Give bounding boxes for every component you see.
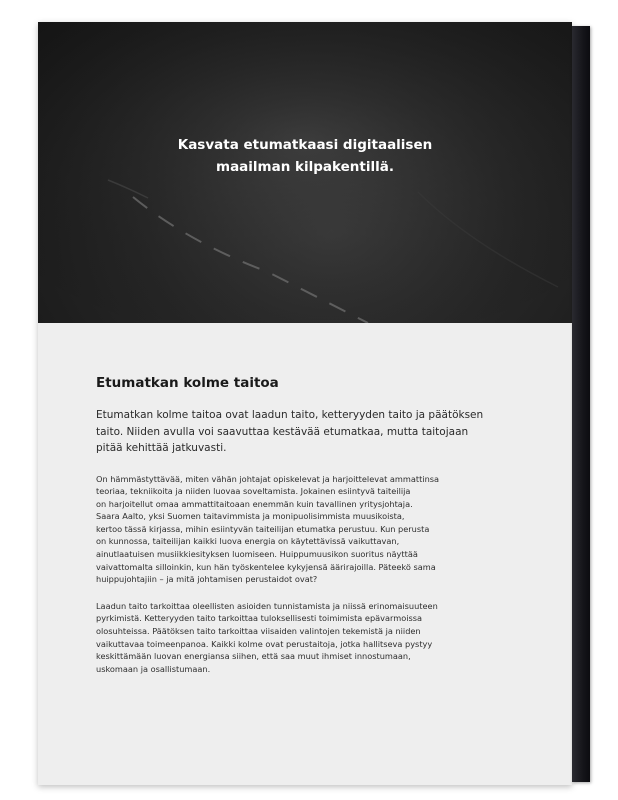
body-line: teoriaa, tekniikoita ja niiden luovaa soveltamista. Jokainen esiintyvä taiteilija <box>96 486 411 497</box>
tagline-line-1: Kasvata etumatkaasi digitaalisen <box>177 137 433 153</box>
body-line: kertoo tässä kirjassa, mihin esiintyvän taiteilijan etumatka perustuu. Kun perusta <box>96 523 430 534</box>
lead-line: Etumatkan kolme taitoa ovat laadun taito, ketteryyden taito ja päätöksen <box>96 409 484 421</box>
body-paragraph-2 <box>96 600 516 676</box>
body-line: vaikuttavaa toimeenpanoa. Kaikki kolme ovat perustaitoja, jotka hallitseva pystyy <box>96 638 433 649</box>
lead-line: pitää kehittää jatkuvasti. <box>96 442 227 454</box>
body-line: on kunnossa, taiteilijan kaikki luova energia on käytettävissä vaikuttavan, <box>96 536 400 547</box>
body-line: Saara Aalto, yksi Suomen taitavimmista ja monipuolisimmista muusikoista, <box>96 511 405 522</box>
cover-tagline <box>38 134 572 178</box>
body-line: vaivattomalta silloinkin, kun hän työskentelee kykyjensä äärirajoilla. Päteekö sama <box>96 561 436 572</box>
cover-photo-road <box>38 22 572 323</box>
body-line: On hämmästyttävää, miten vähän johtajat opiskelevat ja harjoittelevat ammattinsa <box>96 473 440 484</box>
lead-line: taito. Niiden avulla voi saavuttaa kestävää etumatkaa, mutta taitojaan <box>96 425 469 438</box>
section-heading: Etumatkan kolme taitoa <box>96 375 279 391</box>
body-line: olosuhteissa. Päätöksen taito tarkoittaa viisaiden valintojen tekemistä ja niiden <box>96 626 421 637</box>
book-spine <box>572 26 590 782</box>
lead-paragraph <box>96 407 516 457</box>
body-line: pyrkimistä. Ketteryyden taito tarkoittaa tuloksellisesti toimimista epävarmoissa <box>96 613 423 624</box>
body-line: uskomaan ja osallistumaan. <box>96 663 211 674</box>
book-back-cover <box>38 22 572 785</box>
tagline-line-2: maailman kilpakentillä. <box>216 159 394 175</box>
body-line: Laadun taito tarkoittaa oleellisten asioiden tunnistamista ja niissä erinomaisuuteen <box>96 600 438 611</box>
body-line: keskittämään luovan energiansa siihen, että saa muut ihmiset innostumaan, <box>96 651 411 662</box>
body-line: ainutlaatuisen musiikkiesityksen luomiseen. Huippumuusikon suoritus näyttää <box>96 549 418 560</box>
text-panel <box>38 323 572 785</box>
body-line: huippujohtajiin – ja mitä johtamisen perustaidot ovat? <box>96 574 318 585</box>
body-line: on harjoitellut omaa ammattitaitoaan enemmän kuin tavallinen yritysjohtaja. <box>96 498 413 509</box>
body-paragraph-1 <box>96 473 516 586</box>
content-block <box>96 375 516 689</box>
